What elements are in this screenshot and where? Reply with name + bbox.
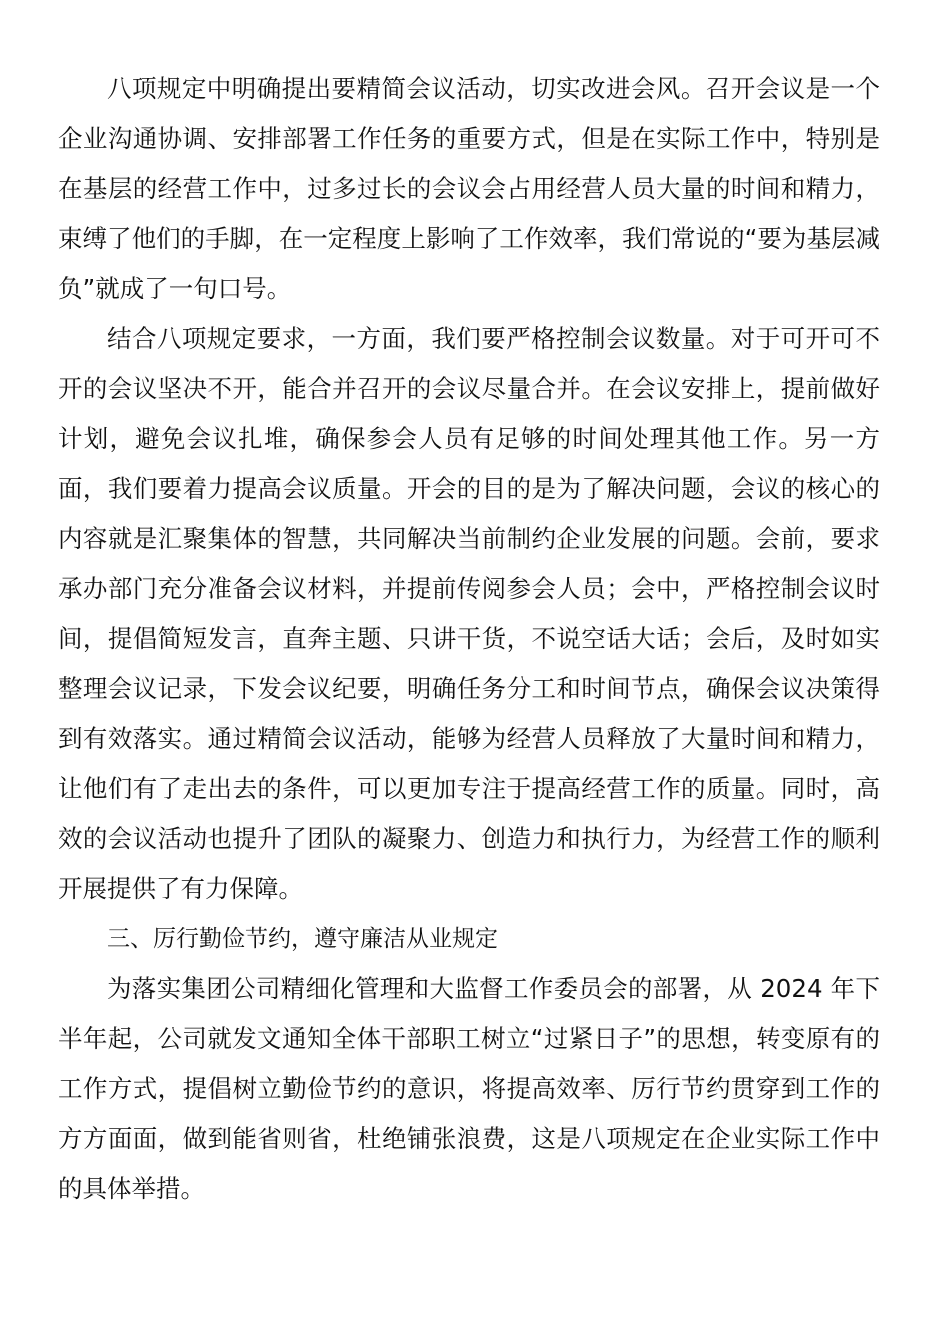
section-heading: 三、厉行勤俭节约，遵守廉洁从业规定 (107, 926, 498, 952)
document-body (58, 64, 880, 1214)
paragraph-meeting-control: 结合八项规定要求，一方面，我们要严格控制会议数量。对于可开可不开的会议坚决不开，能合并召开的会议尽量合并。在会议安排上，提前做好计划，避免会议扎堆，确保参会人员有足够的时间处理其他工作。另一方面，我们要着力提高会议质量。开会的目的是为了解决问题，会议的核心的内容就是汇聚集体的智慧，共同解决当前制约企业发展的问题。会前，要求承办部门充分准备会议材料，并提前传阅参会人员；会中，严格控制会议时间，提倡简短发言，直奔主题、只讲干货，不说空话大话；会后，及时如实整理会议记录，下发会议纪要，明确任务分工和时间节点，确保会议决策得到有效落实。通过精简会议活动，能够为经营人员释放了大量时间和精力，让他们有了走出去的条件，可以更加专注于提高经营工作的质量。同时，高效的会议活动也提升了团队的凝聚力、创造力和执行力，为经营工作的顺利开展提供了有力保障。 (58, 324, 880, 903)
paragraph-frugality: 为落实集团公司精细化管理和大监督工作委员会的部署，从 2024 年下半年起，公司就发文通知全体干部职工树立“过紧日子”的思想，转变原有的工作方式，提倡树立勤俭节约的意识，将提高效率、厉行节约贯穿到工作的方方面面，做到能省则省，杜绝铺张浪费，这是八项规定在企业实际工作中的具体举措。 (58, 974, 880, 1203)
paragraph-meeting-reform: 八项规定中明确提出要精简会议活动，切实改进会风。召开会议是一个企业沟通协调、安排部署工作任务的重要方式，但是在实际工作中，特别是在基层的经营工作中，过多过长的会议会占用经营人员大量的时间和精力，束缚了他们的手脚，在一定程度上影响了工作效率，我们常说的“要为基层减负”就成了一句口号。 (58, 74, 880, 303)
